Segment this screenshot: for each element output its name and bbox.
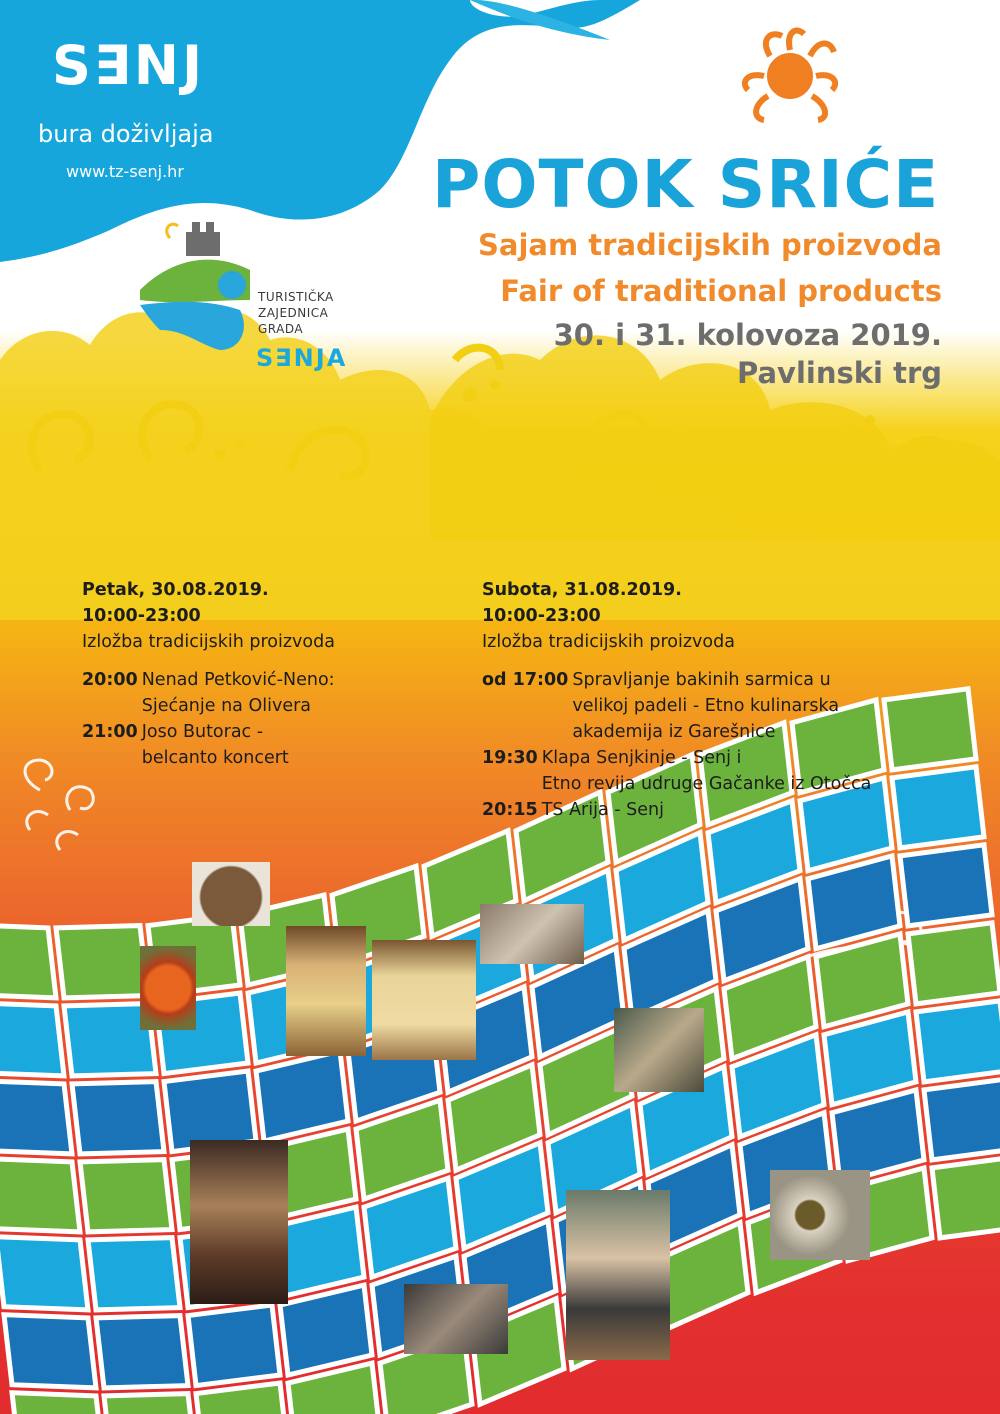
- event-description: TS Arija - Senj: [541, 800, 664, 820]
- subtitle-croatian: Sajam tradicijskih proizvoda: [478, 228, 942, 262]
- crowd-photo: [404, 1284, 508, 1354]
- mosaic-tile: [0, 1237, 88, 1310]
- event-description: Etno revija udruge Gačanke iz Otočca: [541, 774, 872, 794]
- event-description: belcanto koncert: [141, 748, 289, 768]
- schedule-item: [82, 667, 335, 719]
- tourist-board-line1: TURISTIČKA: [258, 290, 334, 304]
- friday-hours: 10:00-23:00: [82, 606, 201, 626]
- mosaic-tile: [0, 925, 56, 998]
- saturday-day: Subota, 31.08.2019.: [482, 580, 682, 600]
- schedule-item: [482, 797, 871, 823]
- mosaic-tile: [884, 689, 976, 770]
- mosaic-tile: [832, 1090, 924, 1183]
- saturday-exhibit: Izložba tradicijskih proizvoda: [482, 632, 735, 652]
- cheese-photo: [286, 926, 366, 1056]
- mosaic-tile: [0, 1159, 80, 1232]
- event-time: 19:30: [482, 748, 538, 768]
- mosaic-tile: [256, 1051, 348, 1141]
- mosaic-tile: [824, 1012, 916, 1105]
- event-description: akademija iz Garešnice: [572, 722, 776, 742]
- mosaic-tile: [0, 1003, 64, 1076]
- mosaic-tile: [808, 856, 900, 949]
- website-link[interactable]: www.tz-senj.hr: [66, 162, 184, 181]
- friday-day: Petak, 30.08.2019.: [82, 580, 269, 600]
- saturday-schedule: [482, 577, 871, 823]
- mosaic-tile: [56, 926, 148, 998]
- event-description: Klapa Senjkinje - Senj i: [541, 748, 742, 768]
- mosaic-tile: [80, 1160, 172, 1232]
- event-time: od 17:00: [482, 670, 569, 690]
- mosaic-tile: [900, 845, 992, 926]
- mosaic-tile: [892, 767, 984, 848]
- cheese-wheels-photo: [372, 940, 476, 1060]
- senj-logo: S∃NJ: [52, 34, 206, 97]
- event-dates: 30. i 31. kolovoza 2019.: [553, 318, 942, 352]
- tourist-board-name: S∃NJA: [256, 344, 348, 372]
- cook-photo: [566, 1190, 670, 1360]
- sun-logo-icon: [745, 31, 835, 120]
- mosaic-tile: [72, 1082, 164, 1154]
- event-description: Nenad Petković-Neno:: [141, 670, 335, 690]
- market-stall-photo: [480, 904, 584, 964]
- event-description: Sjećanje na Olivera: [141, 696, 312, 716]
- schedule-item: [82, 719, 335, 771]
- mosaic-tile: [96, 1316, 188, 1388]
- schedule-item: [482, 745, 871, 797]
- mosaic-tile: [188, 1305, 280, 1386]
- mosaic-tile: [4, 1315, 96, 1388]
- food-platter-photo: [770, 1170, 870, 1260]
- subtitle-english: Fair of traditional products: [500, 274, 942, 308]
- mosaic-tile: [924, 1079, 1000, 1160]
- mosaic-tile: [916, 1001, 1000, 1082]
- event-description: velikoj padeli - Etno kulinarska: [572, 696, 840, 716]
- mosaic-tile: [816, 934, 908, 1027]
- event-title: POTOK SRIĆE: [432, 146, 940, 223]
- logo-tagline: bura doživljaja: [38, 120, 214, 148]
- bread-photo: [192, 862, 270, 926]
- event-time: 20:15: [482, 800, 538, 820]
- schedule-item: [482, 667, 871, 745]
- tourist-board-line2: ZAJEDNICA: [258, 306, 329, 320]
- event-time: 20:00: [82, 670, 138, 690]
- tourist-board-line3: GRADA: [258, 322, 304, 336]
- mosaic-tile: [932, 1157, 1000, 1238]
- friday-schedule: [82, 577, 335, 771]
- event-description: Joso Butorac -: [141, 722, 264, 742]
- mosaic-tile: [88, 1238, 180, 1310]
- mosaic-tile: [908, 923, 1000, 1004]
- flower-photo: [140, 946, 196, 1030]
- mosaic-tile: [104, 1394, 196, 1414]
- mosaic-tile: [280, 1285, 372, 1375]
- sausages-photo: [190, 1140, 288, 1304]
- friday-exhibit: Izložba tradicijskih proizvoda: [82, 632, 335, 652]
- shop-shelves-photo: [614, 1008, 704, 1092]
- saturday-hours: 10:00-23:00: [482, 606, 601, 626]
- event-venue: Pavlinski trg: [737, 356, 942, 390]
- mosaic-tile: [0, 1081, 72, 1154]
- mosaic-tile: [12, 1393, 104, 1414]
- event-description: Spravljanje bakinih sarmica u: [572, 670, 831, 690]
- mosaic-tile: [196, 1383, 288, 1414]
- event-time: 21:00: [82, 722, 138, 742]
